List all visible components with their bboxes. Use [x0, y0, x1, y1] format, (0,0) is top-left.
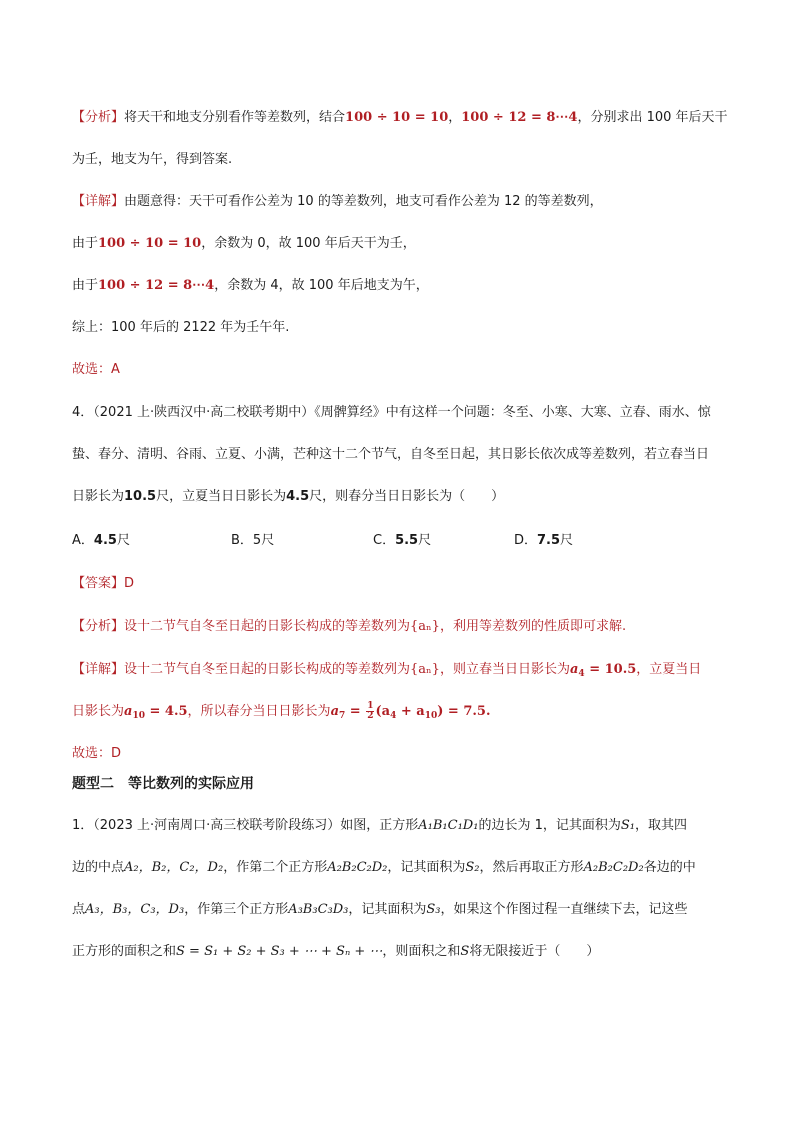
eq-part: + a: [396, 704, 425, 719]
math: A₁B₁C₁D₁: [418, 818, 479, 833]
analysis-text: ，利用等差数列的性质即可求解.: [439, 619, 627, 634]
eq-part: (a: [375, 704, 391, 719]
math: A₂B₂C₂D₂: [583, 860, 644, 875]
s2q1-line3: [72, 900, 688, 920]
sequence-notation: {aₙ}: [410, 619, 440, 634]
math: S = S₁ + S₂ + S₃ + ⋯ + Sₙ + ⋯: [176, 944, 383, 959]
q3-choice: [72, 360, 120, 380]
stem-text: 边的中点: [72, 860, 125, 875]
analysis-tag: 【分析】: [72, 110, 125, 125]
s2q1-line4: [72, 942, 599, 962]
math: S₂: [465, 860, 480, 875]
choice-value: A: [111, 362, 120, 377]
stem-text: 尺，立夏当日日影长为: [156, 489, 287, 504]
stem-text: ，如果这个作图过程一直继续下去，记这些: [440, 902, 688, 917]
detail-tag: 【详解】: [72, 662, 125, 677]
q4-stem-line2: 蛰、春分、清明、谷雨、立夏、小满，芒种这十二个节气，自冬至日起，其日影长依次成等差数列，若立春当日: [72, 447, 710, 462]
var: a: [569, 662, 579, 677]
stem-text: 将无限接近于（ ）: [469, 944, 600, 959]
fraction-denominator: 2: [367, 711, 374, 721]
detail-text: 由题意得：天干可看作公差为 10 的等差数列，地支可看作公差为 12 的等差数列，: [124, 194, 603, 209]
detail-text: 由于: [72, 236, 99, 251]
option-value: 4.5: [93, 533, 117, 548]
subscript: 10: [132, 711, 145, 721]
q4-detail-line2: [72, 702, 490, 722]
q3-detail-line2: [72, 234, 416, 254]
detail-tag: 【详解】: [72, 194, 125, 209]
section-title: 题型二 等比数列的实际应用: [72, 776, 254, 792]
fraction-numerator: 1: [367, 701, 374, 711]
stem-text: 正方形的面积之和: [72, 944, 177, 959]
stem-text: ，记其面积为: [387, 860, 466, 875]
option-label: A．: [72, 533, 94, 548]
q4-choice: [72, 744, 121, 764]
option-value: 7.5: [537, 533, 561, 548]
option-label: D．: [514, 533, 538, 548]
subscript: 10: [424, 711, 438, 721]
stem-text: 1．（2023 上·河南周口·高三校联考阶段练习）如图，正方形: [72, 818, 419, 833]
option-b[interactable]: [231, 531, 274, 551]
detail-text: 日影长为: [72, 704, 125, 719]
q3-detail-line4: 综上：100 年后的 2122 年为壬午年.: [72, 320, 290, 335]
q3-analysis-line1: [72, 108, 728, 128]
analysis-text: ，分别求出 100 年后天干: [577, 110, 728, 125]
stem-text: ，作第二个正方形: [223, 860, 328, 875]
separator: ，: [448, 110, 462, 125]
stem-text: 尺，则春分当日日影长为（ ）: [309, 489, 505, 504]
equation: 100 ÷ 12 = 8⋯4: [98, 278, 215, 293]
stem-text: 的边长为 1，记其面积为: [478, 818, 621, 833]
option-unit: 尺: [116, 533, 130, 548]
math: S₃: [426, 902, 441, 917]
option-c[interactable]: [373, 531, 431, 551]
q4-analysis: [72, 617, 626, 637]
option-unit: 尺: [418, 533, 432, 548]
stem-text: ，取其四: [634, 818, 687, 833]
stem-text: 点: [72, 902, 86, 917]
var: a: [124, 704, 133, 719]
stem-text: 各边的中: [643, 860, 696, 875]
analysis-text: 将天干和地支分别看作等差数列，结合: [124, 110, 346, 125]
equation-a4: [570, 662, 636, 677]
detail-text: ，余数为 0，故 100 年后天干为壬，: [201, 236, 416, 251]
sequence-notation: {aₙ}: [410, 662, 440, 677]
stem-text: 日影长为: [72, 489, 125, 504]
option-value: 5: [252, 533, 262, 548]
option-label: C．: [373, 533, 396, 548]
analysis-tag: 【分析】: [72, 619, 125, 634]
math: A₂，B₂，C₂，D₂: [124, 860, 224, 875]
equation-a7: [330, 701, 491, 721]
subscript: 4: [390, 711, 397, 721]
q4-answer: [72, 574, 134, 594]
stem-text: ，记其面积为: [348, 902, 427, 917]
math: A₂B₂C₂D₂: [327, 860, 388, 875]
choice-value: D: [111, 746, 122, 761]
stem-value: 10.5: [124, 489, 157, 504]
option-unit: 尺: [261, 533, 275, 548]
answer-tag: 【答案】: [72, 576, 125, 591]
math: A₃B₃C₃D₃: [288, 902, 349, 917]
stem-text: ，然后再取正方形: [479, 860, 584, 875]
choice-label: 故选：: [72, 746, 112, 761]
math: A₃，B₃，C₃，D₃: [85, 902, 185, 917]
analysis-text: 设十二节气自冬至日起的日影长构成的等差数列为: [124, 619, 411, 634]
q4-detail-line1: [72, 660, 701, 680]
math: S: [460, 944, 470, 959]
equation: 100 ÷ 10 = 10: [98, 236, 202, 251]
detail-text: ，立夏当日: [636, 662, 702, 677]
option-label: B．: [231, 533, 253, 548]
var: a: [330, 704, 339, 719]
equation: 100 ÷ 10 = 10: [345, 110, 449, 125]
equation: 100 ÷ 12 = 8⋯4: [461, 110, 578, 125]
q3-detail-line1: [72, 192, 603, 212]
q4-stem-line1: 4．（2021 上·陕西汉中·高二校联考期中）《周髀算经》中有这样一个问题：冬至、小寒、大寒、立春、雨水、惊: [72, 405, 711, 420]
eq-part: ) = 7.5.: [437, 704, 491, 719]
q4-stem-line3: [72, 487, 504, 507]
s2q1-line2: [72, 858, 696, 878]
fraction: [366, 702, 374, 721]
detail-text: 设十二节气自冬至日起的日影长构成的等差数列为: [124, 662, 411, 677]
option-value: 5.5: [395, 533, 419, 548]
detail-text: ，余数为 4，故 100 年后地支为午，: [214, 278, 429, 293]
q3-detail-line3: [72, 276, 429, 296]
subscript: 4: [578, 669, 585, 679]
s2q1-line1: [72, 816, 687, 836]
option-a[interactable]: [72, 531, 130, 551]
stem-text: ，作第三个正方形: [184, 902, 289, 917]
equation-a10: [124, 704, 188, 719]
math: S₁: [620, 818, 635, 833]
answer-value: D: [124, 576, 135, 591]
stem-value: 4.5: [286, 489, 310, 504]
eq-rhs: = 10.5: [584, 662, 637, 677]
detail-text: ，则立春当日日影长为: [439, 662, 570, 677]
subscript: 7: [339, 711, 346, 721]
detail-text: 由于: [72, 278, 99, 293]
detail-text: ，所以春分当日日影长为: [187, 704, 331, 719]
eq-rhs: = 4.5: [144, 704, 188, 719]
option-unit: 尺: [560, 533, 574, 548]
option-d[interactable]: [514, 531, 573, 551]
q3-analysis-line2: 为壬，地支为午，得到答案.: [72, 152, 233, 167]
stem-text: ，则面积之和: [382, 944, 461, 959]
choice-label: 故选：: [72, 362, 112, 377]
eq-sign: =: [345, 704, 366, 719]
